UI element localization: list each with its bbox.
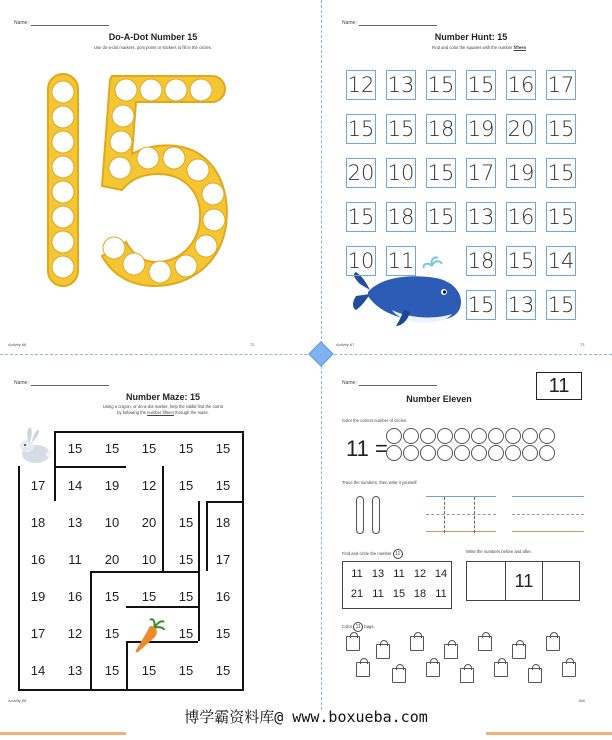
- maze-cell[interactable]: 15: [141, 441, 157, 456]
- color-circle[interactable]: [471, 445, 487, 461]
- maze-cell[interactable]: 15: [104, 441, 120, 456]
- maze-cell[interactable]: 19: [104, 478, 120, 493]
- writing-lines-2: [512, 496, 584, 532]
- hunt-cell[interactable]: 15: [546, 202, 576, 232]
- maze-cell[interactable]: 10: [104, 515, 120, 530]
- writing-lines-1: [426, 496, 496, 532]
- find-number[interactable]: 11: [372, 588, 384, 600]
- hunt-title: Number Hunt: 15: [434, 32, 508, 42]
- color-circle[interactable]: [437, 445, 453, 461]
- color-circle[interactable]: [454, 428, 470, 444]
- hunt-cell[interactable]: 15: [426, 70, 456, 100]
- maze-cell[interactable]: 12: [141, 478, 157, 493]
- hunt-cell[interactable]: 18: [426, 114, 456, 144]
- color-circle[interactable]: [471, 428, 487, 444]
- hunt-cell[interactable]: 13: [506, 290, 536, 320]
- bag-icon[interactable]: [392, 668, 406, 683]
- dot-footer-right: 72: [250, 342, 255, 347]
- orange-bar-right: [486, 732, 612, 735]
- hunt-cell[interactable]: 10: [386, 158, 416, 188]
- maze-cell[interactable]: 15: [178, 663, 194, 678]
- hunt-cell[interactable]: 11: [386, 246, 416, 276]
- color-circle[interactable]: [505, 445, 521, 461]
- color-circle[interactable]: [437, 428, 453, 444]
- hunt-cell[interactable]: 13: [386, 70, 416, 100]
- maze-cell[interactable]: 14: [67, 478, 83, 493]
- maze-cell[interactable]: 17: [215, 552, 231, 567]
- color-circle[interactable]: [454, 445, 470, 461]
- dot-instructions: Use do-a-dot markers, pom poms or stickers to fill in the circles.: [94, 45, 212, 50]
- maze-cell[interactable]: 17: [30, 626, 46, 641]
- find-number[interactable]: 18: [413, 588, 427, 600]
- eleven-title: Number Eleven: [406, 394, 472, 404]
- maze-cell[interactable]: 15: [178, 589, 194, 604]
- color-circle[interactable]: [386, 445, 402, 461]
- hunt-instructions: Find and color the squares with the number fifteen: [431, 45, 527, 50]
- hunt-cell[interactable]: 15: [506, 246, 536, 276]
- maze-cell[interactable]: 16: [67, 589, 83, 604]
- color-circle[interactable]: [403, 428, 419, 444]
- dot-numeral-15: [30, 70, 230, 290]
- eleven-badge: 11: [536, 372, 582, 400]
- hunt-page: [306, 0, 612, 356]
- bag-icon[interactable]: [346, 636, 360, 651]
- find-number[interactable]: 13: [371, 568, 385, 580]
- trace-instruction: Trace the numbers, then write it yourself.: [342, 480, 418, 485]
- find-number[interactable]: 11: [435, 588, 447, 600]
- find-box: [342, 561, 452, 609]
- big-eleven: 11 =: [346, 436, 388, 461]
- maze-page: [0, 356, 306, 710]
- bag-icon[interactable]: [356, 662, 370, 677]
- hunt-cell[interactable]: 15: [466, 290, 496, 320]
- color-circle[interactable]: [522, 428, 538, 444]
- color-circle[interactable]: [420, 428, 436, 444]
- maze-cell[interactable]: 15: [141, 663, 157, 678]
- circles-grid: [386, 428, 586, 461]
- find-number[interactable]: 15: [392, 588, 406, 600]
- color-circle[interactable]: [488, 428, 504, 444]
- color-circle[interactable]: [505, 428, 521, 444]
- maze-cell[interactable]: 15: [178, 515, 194, 530]
- before-after-box: [466, 561, 580, 601]
- maze-cell[interactable]: 11: [68, 552, 82, 567]
- bag-icon[interactable]: [460, 668, 474, 683]
- maze-cell[interactable]: 14: [30, 663, 46, 678]
- maze-cell[interactable]: 15: [215, 478, 231, 493]
- hunt-cell[interactable]: 18: [386, 202, 416, 232]
- carrot-image: [134, 618, 166, 654]
- maze-cell[interactable]: 13: [67, 663, 83, 678]
- hunt-footer-left: Activity 67: [336, 342, 355, 347]
- maze-title: Number Maze: 15: [125, 392, 201, 402]
- bag-icon[interactable]: [478, 636, 492, 651]
- bag-icon[interactable]: [562, 662, 576, 677]
- hunt-cell[interactable]: 16: [506, 70, 536, 100]
- find-number[interactable]: 21: [350, 588, 364, 600]
- hunt-cell[interactable]: 13: [466, 202, 496, 232]
- maze-instructions: Using a crayon, or do-a-dot marker, help the rabbit find the carrot by following the number fifteen through the maze.: [102, 404, 224, 415]
- maze-footer-left: Activity 68: [8, 698, 27, 703]
- bag-icon[interactable]: [546, 636, 560, 651]
- dot-title: Do-A-Dot Number 15: [108, 32, 198, 42]
- color-circle[interactable]: [403, 445, 419, 461]
- name-line: Name:: [14, 380, 109, 386]
- maze-cell[interactable]: 15: [178, 552, 194, 567]
- color-circles-instruction: Color the correct number of circles.: [342, 418, 408, 423]
- maze-cell[interactable]: 15: [67, 441, 83, 456]
- maze-cell[interactable]: 15: [178, 478, 194, 493]
- maze-cell[interactable]: 15: [178, 626, 194, 641]
- maze-cell[interactable]: 17: [30, 478, 46, 493]
- find-instruction: Find and circle the number 11: [342, 549, 403, 559]
- color-circle[interactable]: [522, 445, 538, 461]
- color-circle[interactable]: [539, 445, 555, 461]
- maze-grid: [18, 431, 244, 691]
- middle-number: 11: [505, 562, 543, 600]
- hunt-cell[interactable]: 15: [346, 202, 376, 232]
- dot-page: [0, 0, 306, 356]
- bag-icon[interactable]: [376, 644, 390, 659]
- maze-cell[interactable]: 20: [141, 515, 157, 530]
- hunt-cell[interactable]: 15: [546, 158, 576, 188]
- hunt-cell[interactable]: 17: [546, 70, 576, 100]
- find-number[interactable]: 11: [393, 568, 405, 580]
- hunt-cell[interactable]: 19: [466, 114, 496, 144]
- maze-cell[interactable]: 15: [104, 626, 120, 641]
- maze-cell[interactable]: 12: [67, 626, 83, 641]
- watermark-text: 博学霸资料库@ www.boxueba.com: [184, 708, 428, 726]
- hunt-cell[interactable]: 15: [546, 114, 576, 144]
- maze-cell[interactable]: 16: [30, 552, 46, 567]
- hunt-cell[interactable]: 18: [466, 246, 496, 276]
- hunt-cell[interactable]: 12: [346, 70, 376, 100]
- hunt-cell[interactable]: 14: [546, 246, 576, 276]
- bag-icon[interactable]: [410, 636, 424, 651]
- eleven-page: [306, 356, 612, 710]
- name-line: Name:: [342, 20, 437, 26]
- hunt-cell[interactable]: 19: [506, 158, 536, 188]
- rabbit-image: [16, 424, 54, 464]
- hunt-cell[interactable]: 17: [466, 158, 496, 188]
- color-circle[interactable]: [420, 445, 436, 461]
- hunt-cell[interactable]: 20: [506, 114, 536, 144]
- name-line: Name:: [342, 380, 437, 386]
- bag-icon[interactable]: [444, 644, 458, 659]
- maze-cell[interactable]: 15: [104, 589, 120, 604]
- hunt-cell[interactable]: 15: [346, 114, 376, 144]
- maze-cell[interactable]: 19: [30, 589, 46, 604]
- orange-bar-left: [0, 732, 126, 735]
- maze-cell[interactable]: 18: [30, 515, 46, 530]
- hunt-footer-right: 73: [580, 342, 585, 347]
- color-circle[interactable]: [539, 428, 555, 444]
- maze-cell[interactable]: 15: [215, 663, 231, 678]
- color-bags-instruction: Color 11 bags.: [342, 624, 375, 630]
- maze-cell[interactable]: 15: [215, 441, 231, 456]
- maze-cell[interactable]: 15: [215, 626, 231, 641]
- hunt-cell[interactable]: 15: [466, 70, 496, 100]
- hunt-cell[interactable]: 15: [386, 114, 416, 144]
- maze-cell[interactable]: 18: [215, 515, 231, 530]
- maze-cell[interactable]: 20: [104, 552, 120, 567]
- maze-cell[interactable]: 13: [67, 515, 83, 530]
- maze-cell[interactable]: 10: [141, 552, 157, 567]
- bag-icon[interactable]: [512, 644, 526, 659]
- hunt-cell[interactable]: 15: [426, 158, 456, 188]
- hunt-cell[interactable]: 16: [506, 202, 536, 232]
- find-number[interactable]: 14: [434, 568, 448, 580]
- color-circle[interactable]: [386, 428, 402, 444]
- find-number[interactable]: 12: [413, 568, 427, 580]
- hunt-cell[interactable]: 20: [346, 158, 376, 188]
- hunt-cell[interactable]: 15: [426, 202, 456, 232]
- before-after-instruction: Write the numbers before and after.: [466, 549, 532, 554]
- hunt-cell[interactable]: 15: [546, 290, 576, 320]
- name-line: Name:: [14, 20, 109, 26]
- bag-icon[interactable]: [426, 662, 440, 677]
- find-number[interactable]: 11: [351, 568, 363, 580]
- maze-cell[interactable]: 15: [178, 441, 194, 456]
- color-circle[interactable]: [488, 445, 504, 461]
- hunt-cell[interactable]: 10: [346, 246, 376, 276]
- maze-cell[interactable]: 16: [215, 589, 231, 604]
- bag-icon[interactable]: [494, 662, 508, 677]
- dot-footer-left: Activity 66: [8, 342, 27, 347]
- bag-icon[interactable]: [528, 668, 542, 683]
- maze-cell[interactable]: 15: [141, 589, 157, 604]
- eleven-footer-right: 168: [578, 698, 585, 703]
- maze-cell[interactable]: 15: [104, 663, 120, 678]
